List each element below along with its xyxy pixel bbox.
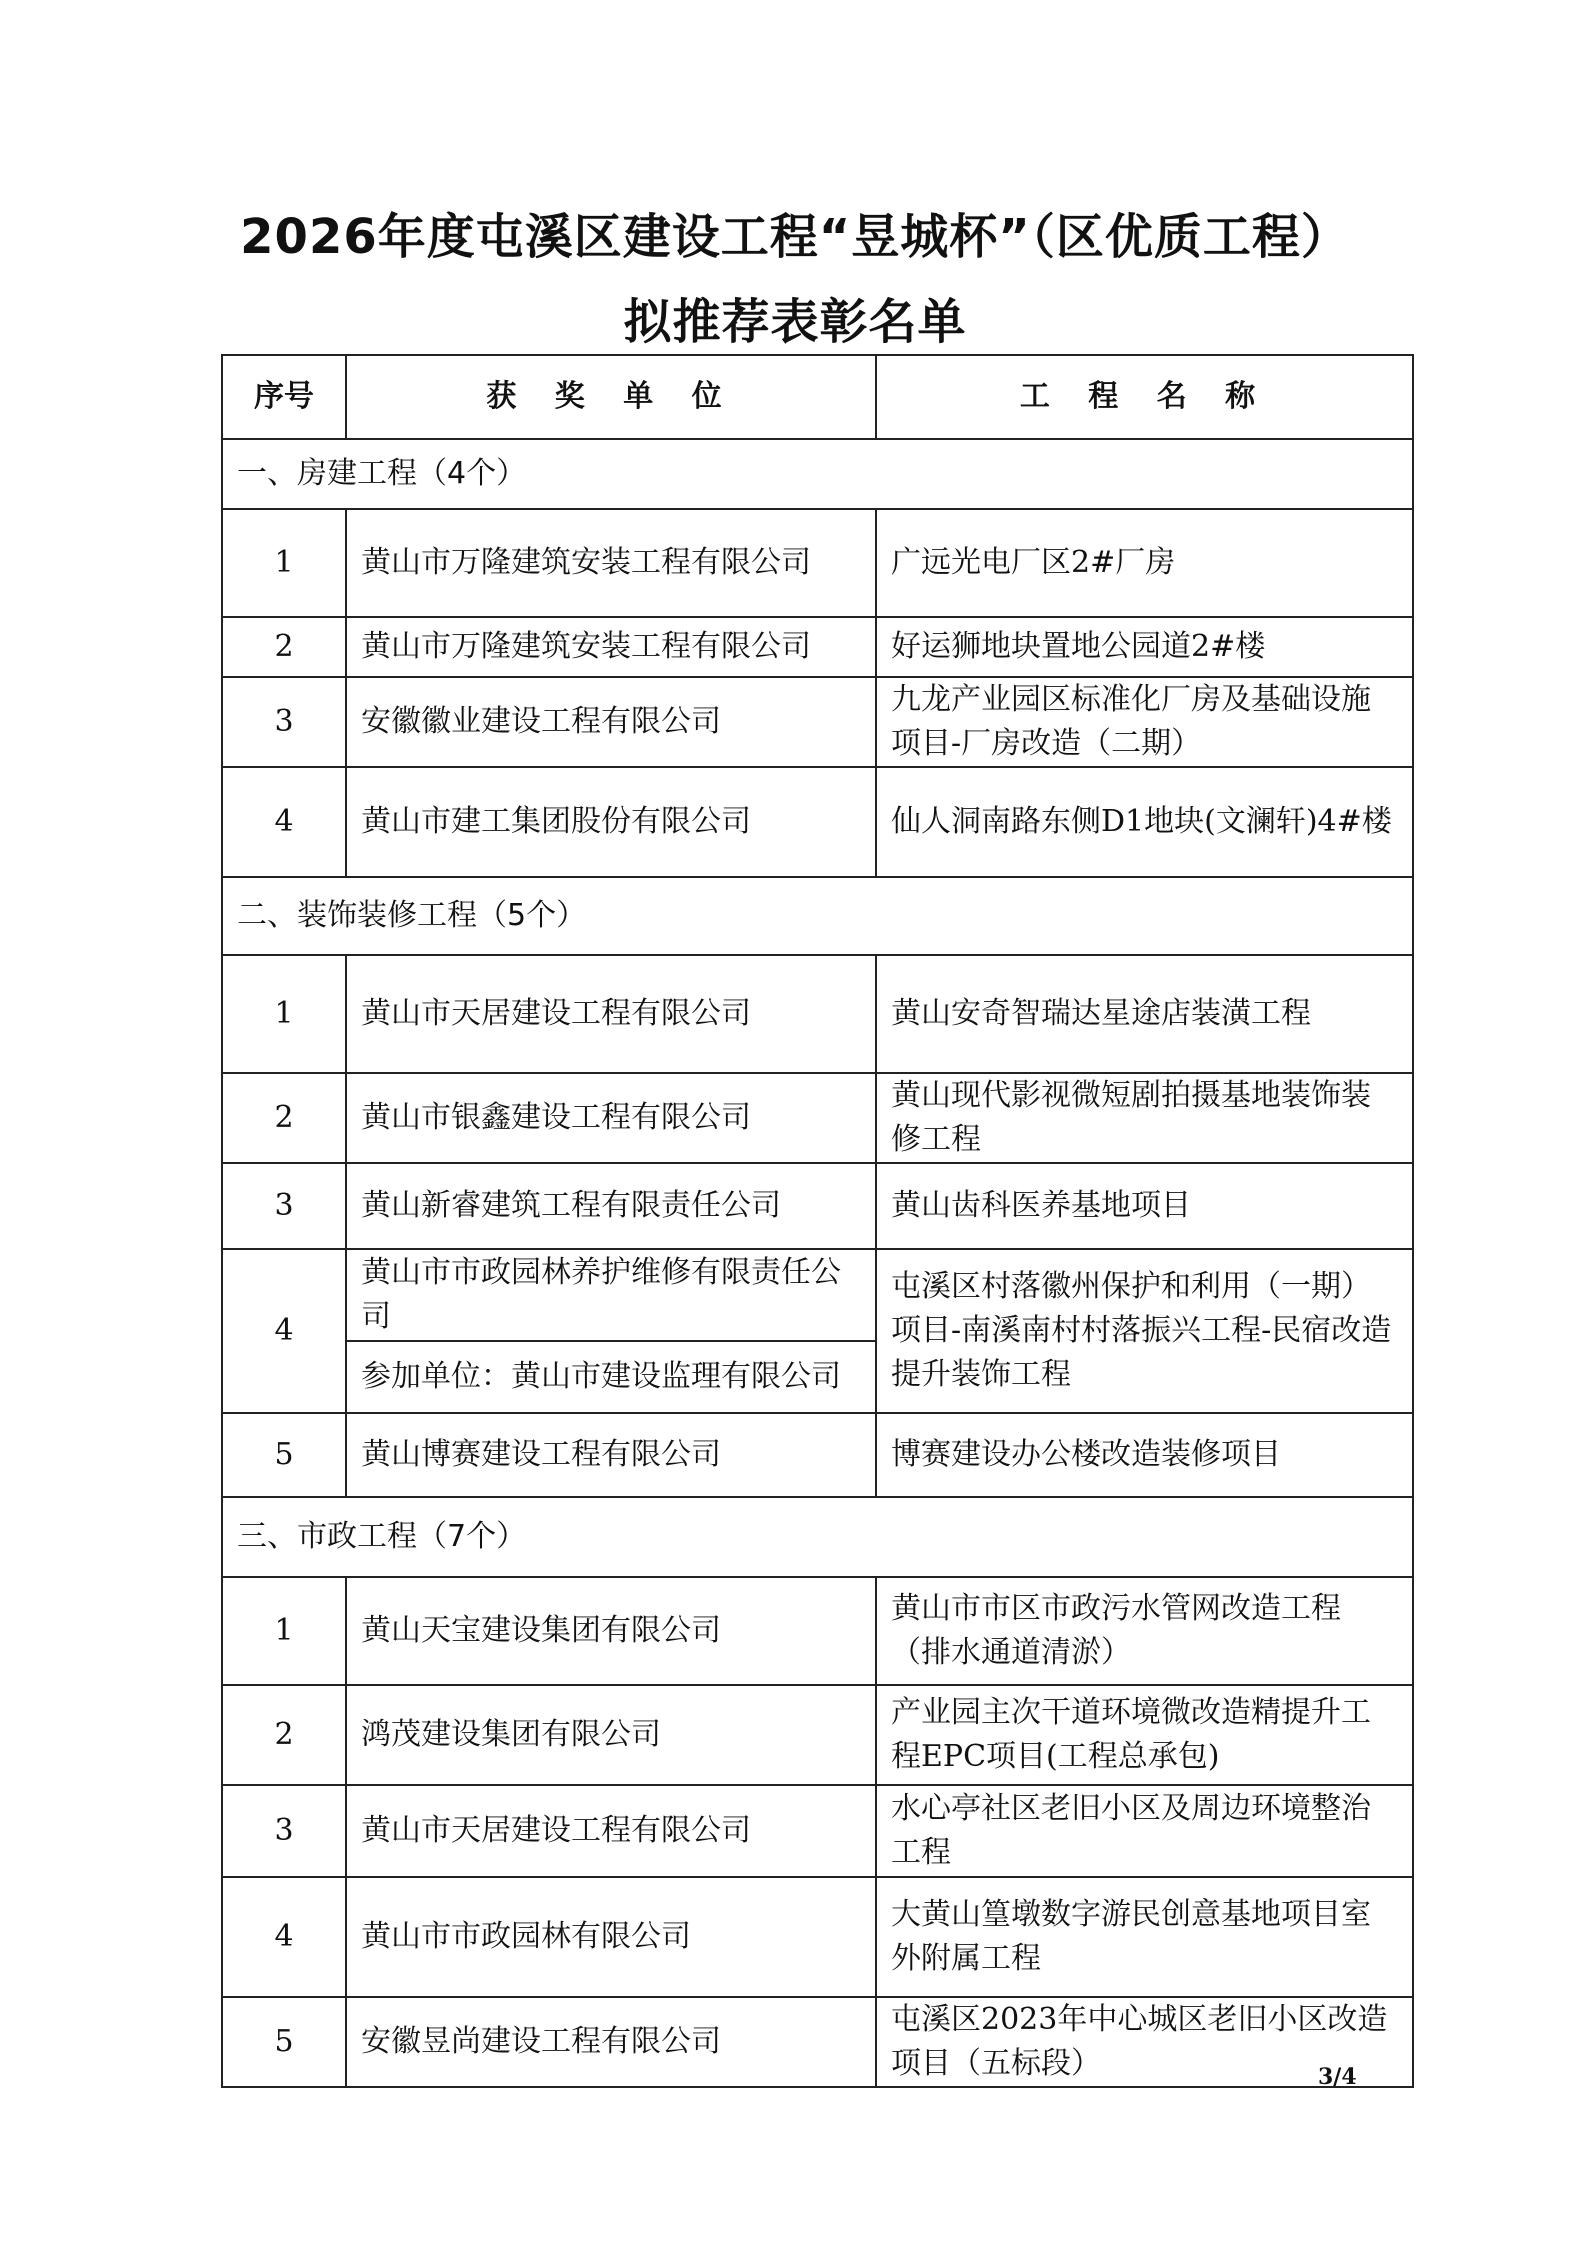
project-name: 广远光电厂区2#厂房 (876, 509, 1413, 617)
table-row (222, 1685, 1413, 1785)
award-unit: 安徽徽业建设工程有限公司 (346, 677, 876, 767)
table-row (222, 1163, 1413, 1249)
project-name: 黄山市市区市政污水管网改造工程（排水通道清淤） (876, 1577, 1413, 1685)
table-row (222, 955, 1413, 1073)
row-number: 4 (222, 767, 346, 877)
section-row (222, 877, 1413, 955)
section-row (222, 1497, 1413, 1577)
table-row (222, 1877, 1413, 1997)
section-title: 三、市政工程（7个） (222, 1497, 1413, 1577)
award-unit: 黄山市建工集团股份有限公司 (346, 767, 876, 877)
project-name: 屯溪区村落徽州保护和利用（一期）项目-南溪南村村落振兴工程-民宿改造提升装饰工程 (876, 1249, 1413, 1413)
table-row (222, 1785, 1413, 1877)
table-row (222, 1249, 1413, 1341)
project-name: 仙人洞南路东侧D1地块(文澜轩)4#楼 (876, 767, 1413, 877)
award-unit: 黄山市银鑫建设工程有限公司 (346, 1073, 876, 1163)
row-number: 4 (222, 1249, 346, 1413)
table-row (222, 767, 1413, 877)
row-number: 2 (222, 617, 346, 677)
table-row (222, 617, 1413, 677)
row-number: 5 (222, 1997, 346, 2087)
row-number: 1 (222, 509, 346, 617)
header-seq: 序号 (222, 355, 346, 439)
award-unit: 黄山市万隆建筑安装工程有限公司 (346, 617, 876, 677)
award-list-table (221, 354, 1414, 2088)
award-unit: 黄山博赛建设工程有限公司 (346, 1413, 876, 1497)
table-row (222, 1577, 1413, 1685)
award-unit: 鸿茂建设集团有限公司 (346, 1685, 876, 1785)
table-row (222, 677, 1413, 767)
award-unit: 黄山市市政园林养护维修有限责任公司 (346, 1249, 876, 1341)
project-name: 黄山安奇智瑞达星途店装潢工程 (876, 955, 1413, 1073)
award-unit: 黄山市天居建设工程有限公司 (346, 1785, 876, 1877)
award-unit: 黄山市天居建设工程有限公司 (346, 955, 876, 1073)
row-number: 4 (222, 1877, 346, 1997)
row-number: 3 (222, 677, 346, 767)
project-name: 屯溪区2023年中心城区老旧小区改造项目（五标段） (876, 1997, 1413, 2087)
award-unit: 黄山市万隆建筑安装工程有限公司 (346, 509, 876, 617)
row-number: 1 (222, 955, 346, 1073)
header-project: 工 程 名 称 (876, 355, 1413, 439)
row-number: 2 (222, 1073, 346, 1163)
table-row (222, 1073, 1413, 1163)
header-unit: 获 奖 单 位 (346, 355, 876, 439)
page-number: 3/4 (1318, 2064, 1357, 2090)
participating-unit: 参加单位：黄山市建设监理有限公司 (346, 1341, 876, 1413)
row-number: 3 (222, 1785, 346, 1877)
document-subtitle: 拟推荐表彰名单 (623, 294, 967, 350)
project-name: 产业园主次干道环境微改造精提升工程EPC项目(工程总承包) (876, 1685, 1413, 1785)
table-row (222, 509, 1413, 617)
document-title: 2026年度屯溪区建设工程“昱城杯”（区优质工程） (240, 209, 1350, 265)
row-number: 2 (222, 1685, 346, 1785)
project-name: 九龙产业园区标准化厂房及基础设施项目-厂房改造（二期） (876, 677, 1413, 767)
table-header-row (222, 355, 1413, 439)
project-name: 黄山齿科医养基地项目 (876, 1163, 1413, 1249)
table-row (222, 1997, 1413, 2087)
award-unit: 黄山天宝建设集团有限公司 (346, 1577, 876, 1685)
table-row (222, 1413, 1413, 1497)
section-title: 二、装饰装修工程（5个） (222, 877, 1413, 955)
project-name: 水心亭社区老旧小区及周边环境整治工程 (876, 1785, 1413, 1877)
row-number: 3 (222, 1163, 346, 1249)
section-title: 一、房建工程（4个） (222, 439, 1413, 509)
award-unit: 黄山新睿建筑工程有限责任公司 (346, 1163, 876, 1249)
project-name: 大黄山篁墩数字游民创意基地项目室外附属工程 (876, 1877, 1413, 1997)
award-unit: 安徽昱尚建设工程有限公司 (346, 1997, 876, 2087)
row-number: 5 (222, 1413, 346, 1497)
project-name: 博赛建设办公楼改造装修项目 (876, 1413, 1413, 1497)
row-number: 1 (222, 1577, 346, 1685)
section-row (222, 439, 1413, 509)
project-name: 好运狮地块置地公园道2#楼 (876, 617, 1413, 677)
award-unit: 黄山市市政园林有限公司 (346, 1877, 876, 1997)
project-name: 黄山现代影视微短剧拍摄基地装饰装修工程 (876, 1073, 1413, 1163)
